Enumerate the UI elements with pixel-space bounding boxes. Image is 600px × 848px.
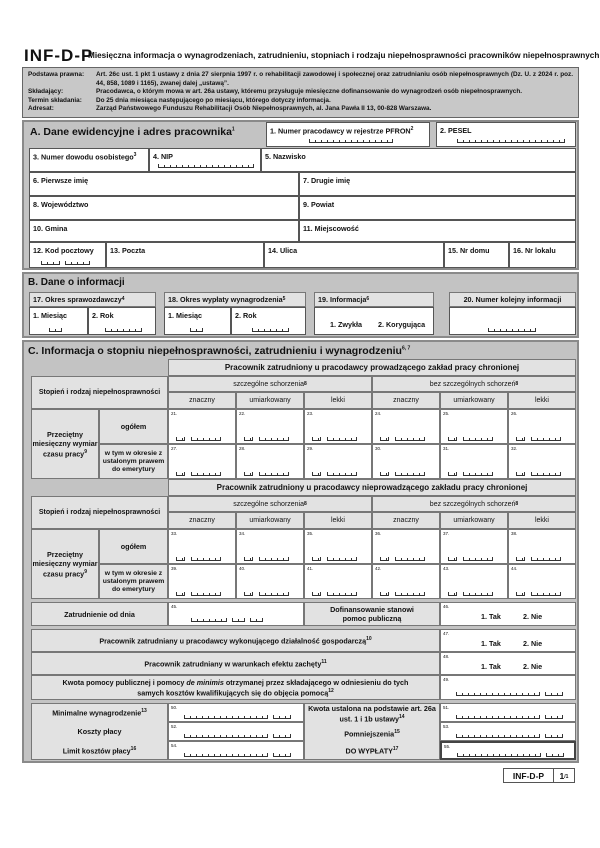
info-value: Pracodawca, o którym mowa w art. 26a ustawy, któremu przysługuje miesięczne dofinansowanie do wynagrodzeń osób niepełnosprawnych.: [96, 88, 523, 96]
field-nip[interactable]: 4. NIP: [149, 148, 261, 172]
field-20-number[interactable]: [449, 307, 576, 335]
col-znaczny: znaczny: [168, 512, 236, 529]
field-id-number[interactable]: 3. Numer dowodu osobistego$^3$: [29, 148, 149, 172]
field-17-label: 17. Okres sprawozdawczy 4: [29, 292, 156, 307]
section-b: [22, 272, 579, 338]
field-45-employment-date[interactable]: 45.: [168, 602, 304, 626]
field-40[interactable]: 40.: [236, 564, 304, 599]
form-title: Miesięczna informacja o wynagrodzeniach, zatrudnieniu, stopniach i rodzaju niepełnosprawności pracowników niepełnosprawnych: [88, 51, 600, 60]
field-street[interactable]: 14. Ulica: [264, 242, 444, 268]
col-umiarkowany: umiarkowany: [236, 512, 304, 529]
to-pay-label: DO WYPŁATY$^{17}$: [345, 746, 399, 756]
page-footer: [503, 768, 575, 783]
field-36[interactable]: 36.: [372, 529, 440, 564]
table2-no-special: bez szczególnych schorzeń 8: [372, 496, 576, 512]
info-key: Podstawa prawna:: [28, 71, 85, 78]
option-correction[interactable]: 2. Korygująca: [378, 320, 426, 329]
table2-stopien: Stopień i rodzaj niepełnosprawności: [31, 496, 168, 529]
min-wage-label: Minimalne wynagrodzenie$^{13}$: [52, 708, 147, 718]
footer-code: INF-D-P: [504, 769, 554, 782]
field-46[interactable]: 46. 1. Tak 2. Nie: [440, 602, 576, 626]
field-30[interactable]: 30.: [372, 444, 440, 479]
field-18-label: 18. Okres wypłaty wynagrodzenia 5: [164, 292, 306, 307]
field-post-office[interactable]: 13. Poczta: [106, 242, 264, 268]
field-32[interactable]: 32.: [508, 444, 576, 479]
field-apartment-number[interactable]: 16. Nr lokalu: [509, 242, 576, 268]
field-48[interactable]: 48. 1. Tak 2. Nie: [440, 652, 576, 675]
table2-header: Pracownik zatrudniony u pracodawcy nieprowadzącego zakładu pracy chronionej: [168, 479, 576, 496]
employment-date-label: Zatrudnienie od dnia: [31, 602, 168, 626]
table1-header: Pracownik zatrudniony u pracodawcy prowadzącego zakład pracy chronionej: [168, 359, 576, 376]
field-house-number[interactable]: 15. Nr domu: [444, 242, 509, 268]
col-znaczny: znaczny: [372, 392, 440, 409]
field-50[interactable]: 50.: [168, 703, 304, 722]
col-umiarkowany: umiarkowany: [440, 512, 508, 529]
info-value: Do 25 dnia miesiąca następującego po miesiącu, którego dotyczy informacja.: [96, 96, 331, 104]
field-postal-code[interactable]: 12. Kod pocztowy: [29, 242, 106, 268]
field-51[interactable]: 51.: [440, 703, 576, 722]
col-umiarkowany: umiarkowany: [440, 392, 508, 409]
col-lekki: lekki: [508, 512, 576, 529]
table1-no-special: bez szczególnych schorzeń 8: [372, 376, 576, 392]
info-key: Adresat:: [28, 105, 54, 113]
page-number: 1 /1: [559, 770, 569, 781]
col-znaczny: znaczny: [168, 392, 236, 409]
section-a: [22, 120, 579, 270]
table2-wtym: w tym w okresie z ustalonym prawem do emerytury: [99, 564, 168, 599]
table1-wymiar: Przeciętny miesięczny wymiar czasu pracy$^9$: [31, 409, 99, 479]
field-locality[interactable]: 11. Miejscowość: [299, 220, 576, 242]
col-lekki: lekki: [304, 512, 372, 529]
info-key: Składający:: [28, 88, 64, 96]
field-55-to-pay[interactable]: 55.: [440, 741, 576, 760]
field-25[interactable]: 25.: [440, 409, 508, 444]
field-24[interactable]: 24.: [372, 409, 440, 444]
wage-costs-label: Koszty płacy: [77, 727, 122, 736]
field-21[interactable]: 21.: [168, 409, 236, 444]
field-28[interactable]: 28.: [236, 444, 304, 479]
option-no[interactable]: 2. Nie: [523, 612, 543, 621]
deductions-label: Pomniejszenia$^{15}$: [344, 728, 400, 739]
field-17-month[interactable]: 1. Miesiąc: [29, 307, 88, 335]
table1-ogolem: ogółem: [99, 409, 168, 444]
info-value: Art. 26c ust. 1 pkt 1 ustawy z dnia 27 sierpnia 1997 r. o rehabilitacji zawodowej i społecznej oraz zatrudnianiu osób niepełnosprawnych (Dz. U. z 2024 r. poz. 44, 858, 1089 i 1165), zwanej dalej „ustawą”.: [96, 71, 573, 87]
field-26[interactable]: 26.: [508, 409, 576, 444]
wage-limit-label: Limit kosztów płacy$^{16}$: [62, 746, 137, 756]
info-value: Zarząd Państwowego Funduszu Rehabilitacji Osób Niepełnosprawnych, al. Jana Pawła II 13, 00-828 Warszawa.: [96, 105, 432, 113]
q48-label: Pracownik zatrudniany w warunkach efektu zachęty$^{11}$: [31, 652, 440, 675]
field-54[interactable]: 54.: [168, 741, 304, 760]
table2-ogolem: ogółem: [99, 529, 168, 564]
field-19-type[interactable]: [314, 307, 434, 335]
section-a-title: A. Dane ewidencyjne i adres pracownika$^1$: [30, 126, 235, 138]
field-23[interactable]: 23.: [304, 409, 372, 444]
field-33[interactable]: 33.: [168, 529, 236, 564]
field-18-year[interactable]: 2. Rok: [231, 307, 306, 335]
field-county[interactable]: 9. Powiat: [299, 196, 576, 220]
field-pfron-number[interactable]: 1. Numer pracodawcy w rejestrze PFRON$^2$: [266, 122, 430, 147]
q47-label: Pracownik zatrudniany u pracodawcy wykonującego działalność gospodarczą$^{10}$: [31, 629, 440, 652]
amount-26a-label: Kwota ustalona na podstawie art. 26a ust. 1 i 1b ustawy$^{14}$: [308, 704, 436, 724]
table1-stopien: Stopień i rodzaj niepełnosprawności: [31, 376, 168, 409]
option-yes[interactable]: 1. Tak: [481, 612, 501, 621]
table1-special: szczególne schorzenia 8: [168, 376, 372, 392]
field-27[interactable]: 27.: [168, 444, 236, 479]
field-voivodeship[interactable]: 8. Województwo: [29, 196, 299, 220]
field-surname[interactable]: 5. Nazwisko: [261, 148, 576, 172]
field-47[interactable]: 47. 1. Tak 2. Nie: [440, 629, 576, 652]
field-49[interactable]: 49.: [440, 675, 576, 700]
legal-info-box: [22, 67, 579, 118]
field-35[interactable]: 35.: [304, 529, 372, 564]
field-53[interactable]: 53.: [440, 722, 576, 741]
field-39[interactable]: 39.: [168, 564, 236, 599]
info-key: Termin składania:: [28, 96, 82, 104]
field-31[interactable]: 31.: [440, 444, 508, 479]
field-pesel[interactable]: 2. PESEL: [436, 122, 576, 147]
table1-wtym: w tym w okresie z ustalonym prawem do emerytury: [99, 444, 168, 479]
field-20-label: 20. Numer kolejny informacji: [449, 292, 576, 307]
field-18-month[interactable]: 1. Miesiąc: [164, 307, 231, 335]
field-43[interactable]: 43.: [440, 564, 508, 599]
col-znaczny: znaczny: [372, 512, 440, 529]
field-22[interactable]: 22.: [236, 409, 304, 444]
field-42[interactable]: 42.: [372, 564, 440, 599]
field-38[interactable]: 38.: [508, 529, 576, 564]
section-c: [22, 340, 579, 763]
col-umiarkowany: umiarkowany: [236, 392, 304, 409]
form-code: INF-D-P: [24, 46, 94, 65]
option-no[interactable]: 2. Nie: [523, 662, 543, 671]
table2-special: szczególne schorzenia 8: [168, 496, 372, 512]
field-17-year[interactable]: 2. Rok: [88, 307, 156, 335]
field-41[interactable]: 41.: [304, 564, 372, 599]
field-first-name[interactable]: 6. Pierwsze imię: [29, 172, 299, 196]
q49-label: Kwota pomocy publicznej i pomocy de minimis otrzymanej przez składającego w odniesieniu do tych samych kosztów kwalifikujących się do objęcia pomocą$^{12}$: [31, 675, 440, 700]
field-second-name[interactable]: 7. Drugie imię: [299, 172, 576, 196]
table2-wymiar: Przeciętny miesięczny wymiar czasu pracy$^9$: [31, 529, 99, 599]
field-29[interactable]: 29.: [304, 444, 372, 479]
col-lekki: lekki: [508, 392, 576, 409]
field-commune[interactable]: 10. Gmina: [29, 220, 299, 242]
option-yes[interactable]: 1. Tak: [481, 639, 501, 648]
field-37[interactable]: 37.: [440, 529, 508, 564]
section-c-title: C. Informacja o stopniu niepełnosprawności, zatrudnieniu i wynagrodzeniu$^{6, 7}$: [28, 345, 411, 357]
public-aid-label: Dofinansowanie stanowi pomoc publiczną: [304, 602, 440, 626]
col-lekki: lekki: [304, 392, 372, 409]
option-no[interactable]: 2. Nie: [523, 639, 543, 648]
option-regular[interactable]: 1. Zwykła: [330, 320, 362, 329]
option-yes[interactable]: 1. Tak: [481, 662, 501, 671]
field-34[interactable]: 34.: [236, 529, 304, 564]
field-52[interactable]: 52.: [168, 722, 304, 741]
field-44[interactable]: 44.: [508, 564, 576, 599]
field-19-label: 19. Informacja 6: [314, 292, 434, 307]
section-b-title: B. Dane o informacji: [28, 277, 125, 288]
